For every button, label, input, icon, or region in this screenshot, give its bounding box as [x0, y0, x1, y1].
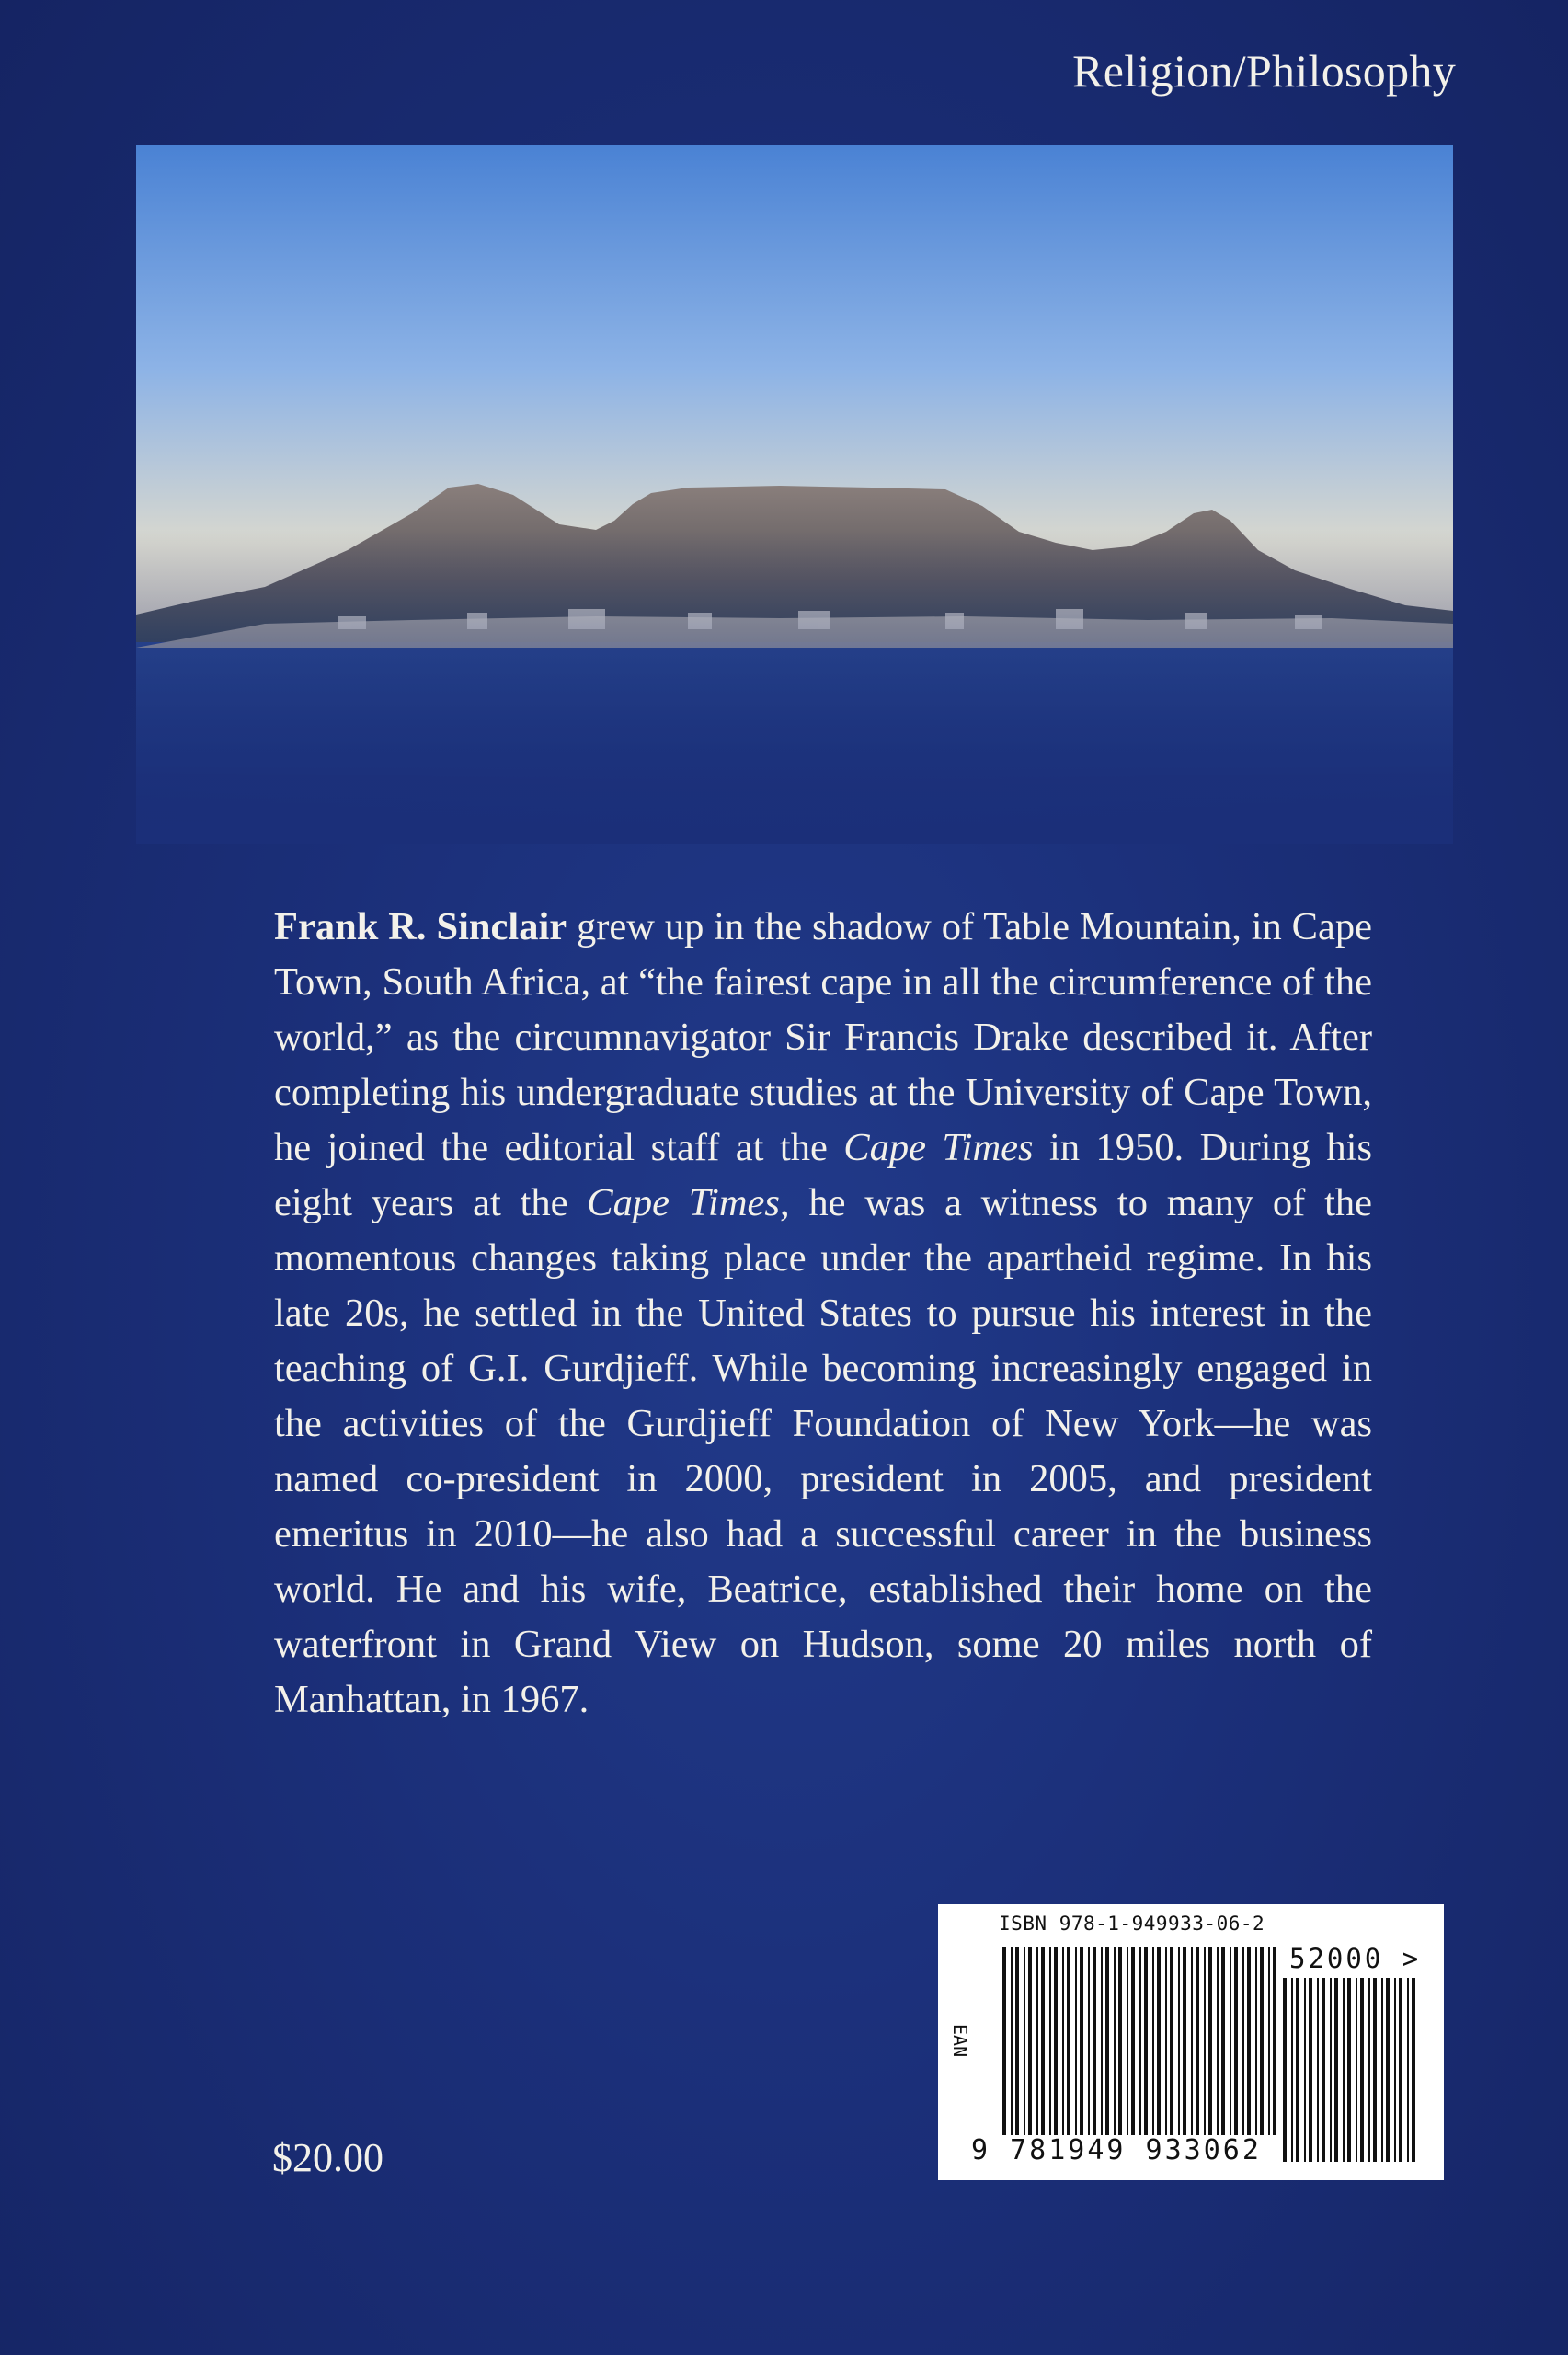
barcode-bar — [1347, 1978, 1351, 2162]
barcode-bar — [1322, 1978, 1325, 2162]
barcode-bar — [1165, 1947, 1167, 2135]
barcode-bar — [1234, 1947, 1238, 2135]
bio-newspaper-2: Cape Times — [587, 1181, 780, 1224]
barcode-bar — [1101, 1947, 1103, 2135]
barcode-bar — [1386, 1978, 1390, 2162]
barcode-bar — [1114, 1947, 1116, 2135]
barcode-bar — [1317, 1978, 1319, 2162]
barcode-bar — [1334, 1978, 1338, 2162]
barcode-bar — [1067, 1947, 1070, 2135]
barcode-bar — [1002, 1947, 1006, 2135]
barcode-bar — [1062, 1947, 1064, 2135]
barcode-bar — [1080, 1947, 1083, 2135]
barcode-bar — [1273, 1947, 1276, 2135]
barcode-bar — [1054, 1947, 1058, 2135]
barcode-bar — [1127, 1947, 1128, 2135]
barcode-digits: 9 781949 933062 — [971, 2134, 1262, 2166]
barcode-bar — [1296, 1978, 1299, 2162]
barcode-bar — [1075, 1947, 1077, 2135]
barcode-bar — [1394, 1978, 1396, 2162]
barcode-bar — [1131, 1947, 1135, 2135]
barcode-bar — [1204, 1947, 1206, 2135]
barcode-bar — [1028, 1947, 1032, 2135]
bio-text-1: grew up in the shadow of Table Mountain, in Cape Town, South Africa, at “the fairest cape in all the circumference of the world,” as the circumnavigator Sir Francis Drake described it. After completing his undergraduate studies at the University of Cape Town, he joined the editorial staff at the — [274, 905, 1372, 1169]
barcode-bar — [1304, 1978, 1306, 2162]
barcode-bar — [1036, 1947, 1038, 2135]
price-addon-code: 52000 > — [1289, 1943, 1422, 1974]
barcode-bar — [1381, 1978, 1383, 2162]
author-name: Frank R. Sinclair — [274, 905, 567, 948]
ean-label: EAN — [949, 2024, 971, 2058]
barcode-bar — [1343, 1978, 1345, 2162]
bio-text-3: , he was a witness to many of the momentous changes taking place under the apartheid regime. In his late 20s, he settled in the United States to pursue his interest in the teaching of G.I. Gurdjieff. While becoming increasingly engaged in the activities of the Gurdjieff Foundation of New York—he was named co-president in 2000, president in 2005, and president emeritus in 2010—he also had a successful career in the business world. He and his wife, Beatrice, established their home on the waterfront in Grand View on Hudson, some 20 miles north of Manhattan, in 1967. — [274, 1181, 1372, 1721]
barcode-bar — [1041, 1947, 1045, 2135]
barcode-bar — [1260, 1947, 1264, 2135]
barcode-bar — [1412, 1978, 1415, 2162]
barcode-bar — [1330, 1978, 1332, 2162]
barcode-bar — [1221, 1947, 1225, 2135]
barcode-bars-main — [1002, 1947, 1278, 2135]
barcode-bar — [1291, 1978, 1293, 2162]
isbn-barcode — [938, 1904, 1444, 2180]
barcode-bar — [1170, 1947, 1173, 2135]
barcode-bar — [1011, 1947, 1013, 2135]
barcode-bar — [1157, 1947, 1161, 2135]
barcode-bar — [1152, 1947, 1154, 2135]
barcode-bar — [1309, 1978, 1312, 2162]
barcode-bar — [1373, 1978, 1377, 2162]
isbn-number: ISBN 978-1-949933-06-2 — [999, 1913, 1265, 1935]
barcode-bar — [1183, 1947, 1186, 2135]
author-bio — [274, 900, 1372, 1728]
barcode-bar — [1024, 1947, 1025, 2135]
barcode-bar — [1247, 1947, 1251, 2135]
barcode-bar — [1105, 1947, 1109, 2135]
barcode-bar — [1217, 1947, 1219, 2135]
barcode-bar — [1356, 1978, 1357, 2162]
barcode-bar — [1255, 1947, 1257, 2135]
barcode-bar — [1144, 1947, 1148, 2135]
barcode-bar — [1088, 1947, 1090, 2135]
barcode-bar — [1015, 1947, 1019, 2135]
barcode-bar — [1191, 1947, 1193, 2135]
barcode-bar — [1049, 1947, 1051, 2135]
barcode-bar — [1399, 1978, 1402, 2162]
cover-photo-table-mountain — [136, 145, 1453, 844]
barcode-bar — [1230, 1947, 1231, 2135]
barcode-bar — [1178, 1947, 1180, 2135]
barcode-bar — [1268, 1947, 1270, 2135]
price-label: $20.00 — [272, 2135, 383, 2180]
barcode-bars-addon — [1283, 1978, 1419, 2162]
bio-text-2: in 1950. During his eight years at the — [274, 1126, 1373, 1224]
barcode-bar — [1360, 1978, 1364, 2162]
barcode-bar — [1242, 1947, 1244, 2135]
barcode-bar — [1093, 1947, 1096, 2135]
barcode-bar — [1139, 1947, 1141, 2135]
barcode-bar — [1407, 1978, 1409, 2162]
barcode-bar — [1208, 1947, 1212, 2135]
category-label: Religion/Philosophy — [1072, 45, 1456, 97]
bio-newspaper-1: Cape Times — [843, 1126, 1034, 1169]
barcode-bar — [1196, 1947, 1199, 2135]
barcode-bar — [1283, 1978, 1287, 2162]
barcode-bar — [1118, 1947, 1122, 2135]
barcode-bar — [1368, 1978, 1370, 2162]
